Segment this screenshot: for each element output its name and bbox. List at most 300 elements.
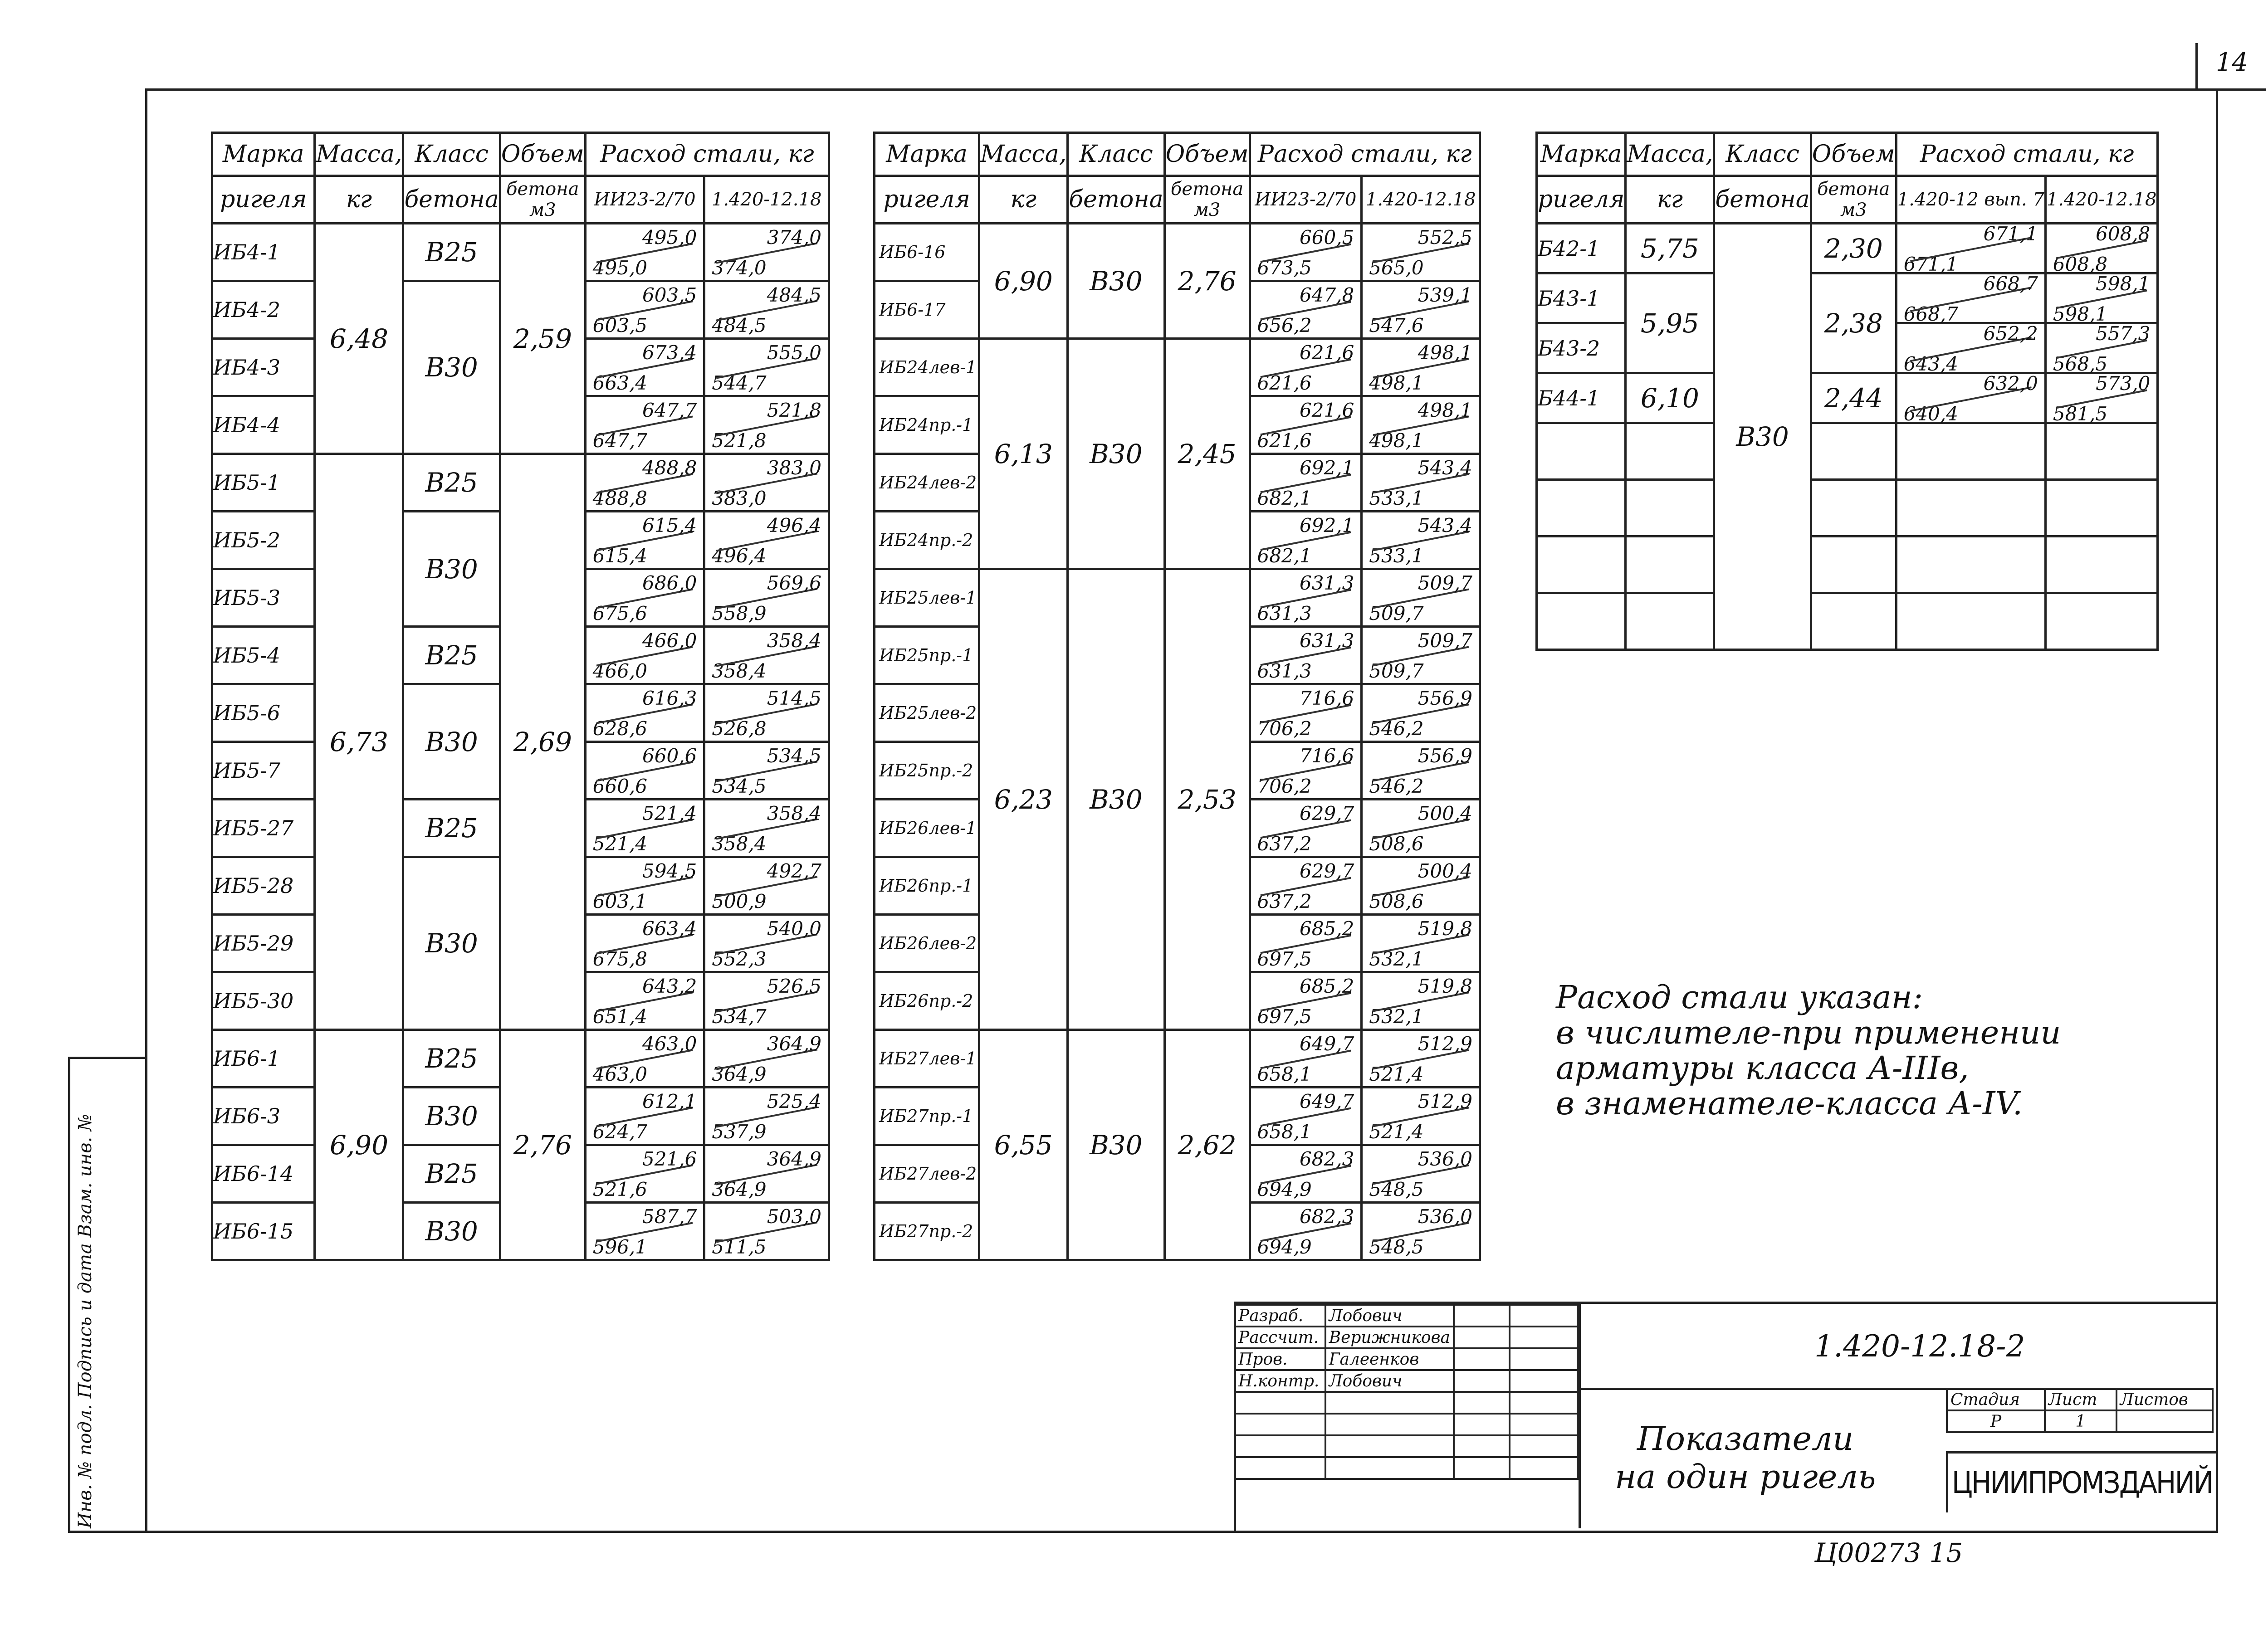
mark-cell: ИБ25пр.-2 bbox=[875, 742, 979, 800]
numerator: 383,0 bbox=[712, 487, 767, 509]
sheet-number: 14 bbox=[2216, 48, 2248, 77]
mark-cell: ИБ26пр.-2 bbox=[875, 972, 979, 1030]
steel-b-cell bbox=[704, 512, 829, 569]
denominator: 668,7 bbox=[1983, 272, 2038, 295]
steel-a-cell bbox=[1250, 1030, 1362, 1088]
numerator: 548,5 bbox=[1369, 1178, 1424, 1200]
steel-a-cell bbox=[585, 1030, 704, 1088]
numerator: 526,8 bbox=[712, 717, 767, 740]
numerator: 488,8 bbox=[592, 487, 647, 509]
class-cell: В25 bbox=[403, 454, 500, 512]
mark-cell: Б43-1 bbox=[1537, 273, 1626, 323]
mark-cell: ИБ24лев-2 bbox=[875, 454, 979, 512]
mark-cell: ИБ4-1 bbox=[212, 224, 315, 281]
table-row bbox=[212, 224, 829, 281]
volume-cell: 2,44 bbox=[1811, 373, 1896, 423]
mass-cell: 6,73 bbox=[315, 454, 403, 1030]
steel-b-cell bbox=[2045, 273, 2158, 323]
class-cell: В30 bbox=[403, 512, 500, 627]
denominator: 632,0 bbox=[1983, 372, 2038, 395]
denominator: 519,8 bbox=[1418, 917, 1472, 940]
denominator: 685,2 bbox=[1300, 975, 1354, 997]
steel-b-cell bbox=[1362, 857, 1480, 915]
denominator: 682,3 bbox=[1300, 1148, 1354, 1170]
denominator: 503,0 bbox=[767, 1205, 821, 1228]
numerator: 463,0 bbox=[592, 1063, 647, 1085]
numerator: 682,1 bbox=[1257, 487, 1312, 509]
mark-cell: ИБ24пр.-1 bbox=[875, 396, 979, 454]
hdr-steel: Расход стали, кг bbox=[585, 133, 829, 176]
hdr-volume-1: Объем bbox=[1811, 133, 1896, 176]
denominator: 647,8 bbox=[1300, 284, 1354, 306]
signature-table bbox=[1234, 1304, 1579, 1480]
numerator: 498,1 bbox=[1369, 372, 1424, 394]
hdr-mass-2: кг bbox=[979, 176, 1068, 224]
mark-cell: ИБ5-27 bbox=[212, 800, 315, 857]
denominator: 692,1 bbox=[1300, 457, 1354, 479]
numerator: 640,4 bbox=[1903, 402, 1958, 425]
steel-a-cell bbox=[1250, 569, 1362, 627]
steel-b-cell bbox=[704, 1088, 829, 1145]
hdr-mass-2: кг bbox=[315, 176, 403, 224]
denominator: 555,0 bbox=[767, 341, 821, 364]
numerator: 558,9 bbox=[712, 602, 767, 624]
numerator: 548,5 bbox=[1369, 1236, 1424, 1258]
class-cell: В25 bbox=[403, 800, 500, 857]
hdr-steel: Расход стали, кг bbox=[1250, 133, 1480, 176]
class-cell: В30 bbox=[1068, 224, 1164, 339]
numerator: 706,2 bbox=[1257, 717, 1312, 740]
steel-b-cell bbox=[704, 1030, 829, 1088]
numerator: 358,4 bbox=[712, 660, 767, 682]
numerator: 658,1 bbox=[1257, 1121, 1312, 1143]
steel-a-cell bbox=[1250, 800, 1362, 857]
denominator: 358,4 bbox=[767, 629, 821, 652]
mass-cell: 5,75 bbox=[1626, 224, 1714, 273]
hdr-mass-1: Масса, bbox=[1626, 133, 1714, 176]
mark-cell: ИБ5-7 bbox=[212, 742, 315, 800]
role: Разраб. bbox=[1235, 1305, 1325, 1327]
numerator: 603,1 bbox=[592, 890, 647, 912]
numerator: 546,2 bbox=[1369, 775, 1424, 797]
volume-cell: 2,69 bbox=[500, 454, 585, 1030]
denominator: 495,0 bbox=[642, 226, 697, 249]
numerator: 628,6 bbox=[592, 717, 647, 740]
mark-cell: ИБ25пр.-1 bbox=[875, 627, 979, 684]
doc-code: 1.420-12.18-2 bbox=[1814, 1329, 2025, 1364]
numerator: 508,6 bbox=[1369, 833, 1424, 855]
signature bbox=[1454, 1348, 1509, 1370]
denominator: 660,5 bbox=[1300, 226, 1354, 249]
numerator: 631,3 bbox=[1257, 602, 1312, 624]
mark-cell: ИБ27лев-1 bbox=[875, 1030, 979, 1088]
denominator: 536,0 bbox=[1418, 1148, 1472, 1170]
denominator: 716,6 bbox=[1300, 745, 1354, 767]
denominator: 484,5 bbox=[767, 284, 821, 306]
archive-number: Ц00273 15 bbox=[1814, 1537, 1963, 1568]
name: Лобович bbox=[1325, 1305, 1454, 1327]
steel-b-cell bbox=[1362, 569, 1480, 627]
mark-cell: ИБ5-30 bbox=[212, 972, 315, 1030]
title-divider-v bbox=[1579, 1304, 1581, 1528]
numerator: 658,1 bbox=[1257, 1063, 1312, 1085]
table-row bbox=[212, 1030, 829, 1088]
empty-row bbox=[1537, 537, 2158, 593]
denominator: 383,0 bbox=[767, 457, 821, 479]
denominator: 631,3 bbox=[1300, 572, 1354, 594]
denominator: 488,8 bbox=[642, 457, 697, 479]
steel-a-cell bbox=[585, 512, 704, 569]
role: Рассчит. bbox=[1235, 1327, 1325, 1348]
mark-cell: ИБ5-1 bbox=[212, 454, 315, 512]
denominator: 643,2 bbox=[642, 975, 697, 997]
mark-cell: ИБ4-2 bbox=[212, 281, 315, 339]
denominator: 534,5 bbox=[767, 745, 821, 767]
denominator: 631,3 bbox=[1300, 629, 1354, 652]
denominator: 496,4 bbox=[767, 514, 821, 537]
numerator: 651,4 bbox=[592, 1005, 647, 1028]
numerator: 581,5 bbox=[2053, 402, 2108, 425]
numerator: 596,1 bbox=[592, 1236, 647, 1258]
mark-cell: ИБ25лев-1 bbox=[875, 569, 979, 627]
date bbox=[1510, 1348, 1578, 1370]
steel-a-cell bbox=[585, 1088, 704, 1145]
date bbox=[1510, 1305, 1578, 1327]
volume-cell: 2,38 bbox=[1811, 273, 1896, 373]
numerator: 521,8 bbox=[712, 429, 767, 452]
numerator: 364,9 bbox=[712, 1063, 767, 1085]
steel-b-cell bbox=[704, 684, 829, 742]
hdr-mark-2: ригеля bbox=[1537, 176, 1626, 224]
class-cell: В30 bbox=[1068, 339, 1164, 569]
denominator: 540,0 bbox=[767, 917, 821, 940]
class-cell: В30 bbox=[403, 281, 500, 454]
hdr-class-2: бетона bbox=[403, 176, 500, 224]
numerator: 624,7 bbox=[592, 1121, 647, 1143]
denominator: 587,7 bbox=[642, 1205, 697, 1228]
class-cell: В30 bbox=[403, 1203, 500, 1260]
numerator: 533,1 bbox=[1369, 545, 1424, 567]
mass-cell: 6,90 bbox=[979, 224, 1068, 339]
note-line-4: в знаменателе-класса А-IV. bbox=[1556, 1085, 2023, 1122]
steel-b-cell bbox=[2045, 224, 2158, 273]
note-line-1: Расход стали указан: bbox=[1556, 979, 1923, 1016]
hdr-steel-c: 1.420-12 вып. 7 bbox=[1896, 176, 2045, 224]
steel-c-cell bbox=[1896, 224, 2045, 273]
numerator: 546,2 bbox=[1369, 717, 1424, 740]
steel-a-cell bbox=[1250, 915, 1362, 972]
hdr-steel-a: ИИ23-2/70 bbox=[585, 176, 704, 224]
denominator: 673,4 bbox=[642, 341, 697, 364]
denominator: 608,8 bbox=[2096, 222, 2151, 245]
denominator: 358,4 bbox=[767, 802, 821, 824]
name: Лобович bbox=[1325, 1370, 1454, 1392]
steel-c-cell bbox=[1896, 323, 2045, 373]
signature bbox=[1454, 1327, 1509, 1348]
denominator: 616,3 bbox=[642, 687, 697, 709]
denominator: 685,2 bbox=[1300, 917, 1354, 940]
mark-cell: ИБ26пр.-1 bbox=[875, 857, 979, 915]
numerator: 364,9 bbox=[712, 1178, 767, 1200]
mass-cell: 5,95 bbox=[1626, 273, 1714, 373]
mark-cell: ИБ26лев-1 bbox=[875, 800, 979, 857]
hdr-mark-2: ригеля bbox=[212, 176, 315, 224]
steel-b-cell bbox=[1362, 281, 1480, 339]
class-cell: В30 bbox=[1714, 224, 1811, 650]
table-row bbox=[1537, 373, 2158, 423]
sheets-value bbox=[2116, 1410, 2213, 1432]
denominator: 500,4 bbox=[1418, 860, 1472, 882]
table-2 bbox=[873, 132, 1481, 1261]
numerator: 656,2 bbox=[1257, 314, 1312, 337]
table-3 bbox=[1535, 132, 2159, 651]
numerator: 544,7 bbox=[712, 372, 767, 394]
denominator: 509,7 bbox=[1418, 629, 1472, 652]
mark-cell: ИБ26лев-2 bbox=[875, 915, 979, 972]
steel-b-cell bbox=[1362, 339, 1480, 396]
date bbox=[1510, 1327, 1578, 1348]
steel-b-cell bbox=[1362, 972, 1480, 1030]
steel-a-cell bbox=[1250, 396, 1362, 454]
numerator: 521,4 bbox=[592, 833, 647, 855]
steel-a-cell bbox=[585, 1145, 704, 1203]
hdr-mass-1: Масса, bbox=[979, 133, 1068, 176]
steel-b-cell bbox=[1362, 454, 1480, 512]
steel-b-cell bbox=[1362, 224, 1480, 281]
numerator: 547,6 bbox=[1369, 314, 1424, 337]
numerator: 598,1 bbox=[2053, 302, 2108, 325]
mass-cell: 6,10 bbox=[1626, 373, 1714, 423]
hdr-volume-2: бетона м3 bbox=[500, 176, 585, 224]
steel-a-cell bbox=[585, 1203, 704, 1260]
signature bbox=[1454, 1305, 1509, 1327]
steel-b-cell bbox=[704, 569, 829, 627]
numerator: 511,5 bbox=[712, 1236, 767, 1258]
hdr-volume-1: Объем bbox=[500, 133, 585, 176]
denominator: 716,6 bbox=[1300, 687, 1354, 709]
numerator: 671,1 bbox=[1903, 253, 1958, 275]
steel-b-cell bbox=[704, 396, 829, 454]
numerator: 621,6 bbox=[1257, 429, 1312, 452]
org-name: ЦНИИПРОМЗДАНИЙ bbox=[1946, 1451, 2216, 1512]
numerator: 694,9 bbox=[1257, 1178, 1312, 1200]
numerator: 697,5 bbox=[1257, 948, 1312, 970]
steel-b-cell bbox=[704, 857, 829, 915]
denominator: 512,9 bbox=[1418, 1090, 1472, 1112]
numerator: 534,5 bbox=[712, 775, 767, 797]
note-line-2: в числителе-при применении bbox=[1556, 1014, 2061, 1051]
hdr-class-1: Класс bbox=[403, 133, 500, 176]
name: Верижникова bbox=[1325, 1327, 1454, 1348]
numerator: 484,5 bbox=[712, 314, 767, 337]
steel-a-cell bbox=[585, 281, 704, 339]
steel-b-cell bbox=[704, 800, 829, 857]
denominator: 598,1 bbox=[2096, 272, 2151, 295]
volume-cell: 2,59 bbox=[500, 224, 585, 454]
sheet-label: Лист bbox=[2045, 1389, 2116, 1410]
hdr-volume-2: бетона м3 bbox=[1164, 176, 1250, 224]
signature bbox=[1454, 1370, 1509, 1392]
denominator: 594,5 bbox=[642, 860, 697, 882]
steel-b-cell bbox=[704, 627, 829, 684]
numerator: 603,5 bbox=[592, 314, 647, 337]
denominator: 539,1 bbox=[1418, 284, 1472, 306]
stage-label: Стадия bbox=[1947, 1389, 2045, 1410]
denominator: 629,7 bbox=[1300, 802, 1354, 824]
hdr-class-1: Класс bbox=[1714, 133, 1811, 176]
steel-a-cell bbox=[585, 224, 704, 281]
steel-b-cell bbox=[1362, 915, 1480, 972]
steel-b-cell bbox=[704, 1145, 829, 1203]
denominator: 543,4 bbox=[1418, 457, 1472, 479]
steel-b-cell bbox=[1362, 1088, 1480, 1145]
steel-a-cell bbox=[1250, 339, 1362, 396]
denominator: 509,7 bbox=[1418, 572, 1472, 594]
sheet-number-box bbox=[2195, 43, 2266, 91]
numerator: 675,8 bbox=[592, 948, 647, 970]
numerator: 565,0 bbox=[1369, 257, 1424, 279]
class-cell: В25 bbox=[403, 1145, 500, 1203]
steel-a-cell bbox=[1250, 627, 1362, 684]
table-1 bbox=[211, 132, 830, 1261]
numerator: 647,7 bbox=[592, 429, 647, 452]
class-cell: В25 bbox=[403, 224, 500, 281]
steel-b-cell bbox=[1362, 512, 1480, 569]
hdr-steel-b: 1.420-12.18 bbox=[1362, 176, 1480, 224]
doc-title-line-2: на один ригель bbox=[1615, 1458, 1876, 1496]
steel-a-cell bbox=[1250, 1203, 1362, 1260]
steel-b-cell bbox=[2045, 373, 2158, 423]
numerator: 675,6 bbox=[592, 602, 647, 624]
denominator: 603,5 bbox=[642, 284, 697, 306]
steel-a-cell bbox=[1250, 684, 1362, 742]
numerator: 552,3 bbox=[712, 948, 767, 970]
denominator: 514,5 bbox=[767, 687, 821, 709]
denominator: 621,6 bbox=[1300, 341, 1354, 364]
steel-b-cell bbox=[704, 281, 829, 339]
denominator: 512,9 bbox=[1418, 1033, 1472, 1055]
steel-a-cell bbox=[1250, 972, 1362, 1030]
denominator: 364,9 bbox=[767, 1148, 821, 1170]
table-row bbox=[875, 1030, 1480, 1088]
table-row bbox=[1537, 224, 2158, 273]
denominator: 492,7 bbox=[767, 860, 821, 882]
doc-title bbox=[1615, 1419, 1876, 1496]
denominator: 573,0 bbox=[2096, 372, 2151, 395]
denominator: 525,4 bbox=[767, 1090, 821, 1112]
side-label: Инв. № подл. Подпись и дата Взам. инв. № bbox=[75, 1114, 96, 1528]
mass-cell: 6,48 bbox=[315, 224, 403, 454]
numerator: 521,4 bbox=[1369, 1063, 1424, 1085]
mark-cell: ИБ27пр.-1 bbox=[875, 1088, 979, 1145]
denominator: 615,4 bbox=[642, 514, 697, 537]
steel-b-cell bbox=[704, 972, 829, 1030]
class-cell: В30 bbox=[1068, 569, 1164, 1030]
table-row bbox=[1537, 273, 2158, 323]
numerator: 660,6 bbox=[592, 775, 647, 797]
numerator: 533,1 bbox=[1369, 487, 1424, 509]
mark-cell: ИБ5-2 bbox=[212, 512, 315, 569]
numerator: 682,1 bbox=[1257, 545, 1312, 567]
stage-value: Р bbox=[1947, 1410, 2045, 1432]
role: Пров. bbox=[1235, 1348, 1325, 1370]
steel-a-cell bbox=[585, 742, 704, 800]
steel-a-cell bbox=[585, 339, 704, 396]
numerator: 537,9 bbox=[712, 1121, 767, 1143]
steel-a-cell bbox=[585, 857, 704, 915]
denominator: 557,3 bbox=[2096, 322, 2151, 345]
date bbox=[1510, 1370, 1578, 1392]
mark-cell: Б44-1 bbox=[1537, 373, 1626, 423]
denominator: 552,5 bbox=[1418, 226, 1472, 249]
numerator: 466,0 bbox=[592, 660, 647, 682]
steel-b-cell bbox=[1362, 1203, 1480, 1260]
numerator: 500,9 bbox=[712, 890, 767, 912]
denominator: 556,9 bbox=[1418, 745, 1472, 767]
empty-row bbox=[1537, 480, 2158, 537]
steel-b-cell bbox=[1362, 684, 1480, 742]
denominator: 660,6 bbox=[642, 745, 697, 767]
mark-cell: ИБ4-4 bbox=[212, 396, 315, 454]
numerator: 532,1 bbox=[1369, 948, 1424, 970]
numerator: 496,4 bbox=[712, 545, 767, 567]
denominator: 649,7 bbox=[1300, 1033, 1354, 1055]
steel-a-cell bbox=[585, 569, 704, 627]
denominator: 463,0 bbox=[642, 1033, 697, 1055]
table-row bbox=[212, 454, 829, 512]
steel-a-cell bbox=[585, 627, 704, 684]
steel-b-cell bbox=[704, 454, 829, 512]
numerator: 694,9 bbox=[1257, 1236, 1312, 1258]
hdr-steel: Расход стали, кг bbox=[1896, 133, 2158, 176]
volume-cell: 2,62 bbox=[1164, 1030, 1250, 1260]
numerator: 532,1 bbox=[1369, 1005, 1424, 1028]
denominator: 519,8 bbox=[1418, 975, 1472, 997]
mass-cell: 6,55 bbox=[979, 1030, 1068, 1260]
mass-cell: 6,13 bbox=[979, 339, 1068, 569]
steel-b-cell bbox=[2045, 323, 2158, 373]
numerator: 697,5 bbox=[1257, 1005, 1312, 1028]
note bbox=[1556, 980, 2061, 1121]
steel-a-cell bbox=[1250, 454, 1362, 512]
numerator: 663,4 bbox=[592, 372, 647, 394]
denominator: 500,4 bbox=[1418, 802, 1472, 824]
numerator: 374,0 bbox=[712, 257, 767, 279]
steel-b-cell bbox=[1362, 1030, 1480, 1088]
hdr-mass-1: Масса, bbox=[315, 133, 403, 176]
steel-b-cell bbox=[704, 224, 829, 281]
steel-b-cell bbox=[1362, 800, 1480, 857]
sheet-value: 1 bbox=[2045, 1410, 2116, 1432]
denominator: 686,0 bbox=[642, 572, 697, 594]
hdr-mark-1: Марка bbox=[875, 133, 979, 176]
steel-a-cell bbox=[1250, 512, 1362, 569]
denominator: 521,6 bbox=[642, 1148, 697, 1170]
class-cell: В30 bbox=[403, 684, 500, 800]
numerator: 495,0 bbox=[592, 257, 647, 279]
class-cell: В25 bbox=[403, 1030, 500, 1088]
denominator: 671,1 bbox=[1983, 222, 2038, 245]
steel-a-cell bbox=[585, 684, 704, 742]
mark-cell: ИБ6-15 bbox=[212, 1203, 315, 1260]
steel-c-cell bbox=[1896, 373, 2045, 423]
numerator: 608,8 bbox=[2053, 253, 2108, 275]
denominator: 521,8 bbox=[767, 399, 821, 421]
volume-cell: 2,76 bbox=[1164, 224, 1250, 339]
numerator: 508,6 bbox=[1369, 890, 1424, 912]
volume-cell: 2,53 bbox=[1164, 569, 1250, 1030]
hdr-mark-1: Марка bbox=[212, 133, 315, 176]
